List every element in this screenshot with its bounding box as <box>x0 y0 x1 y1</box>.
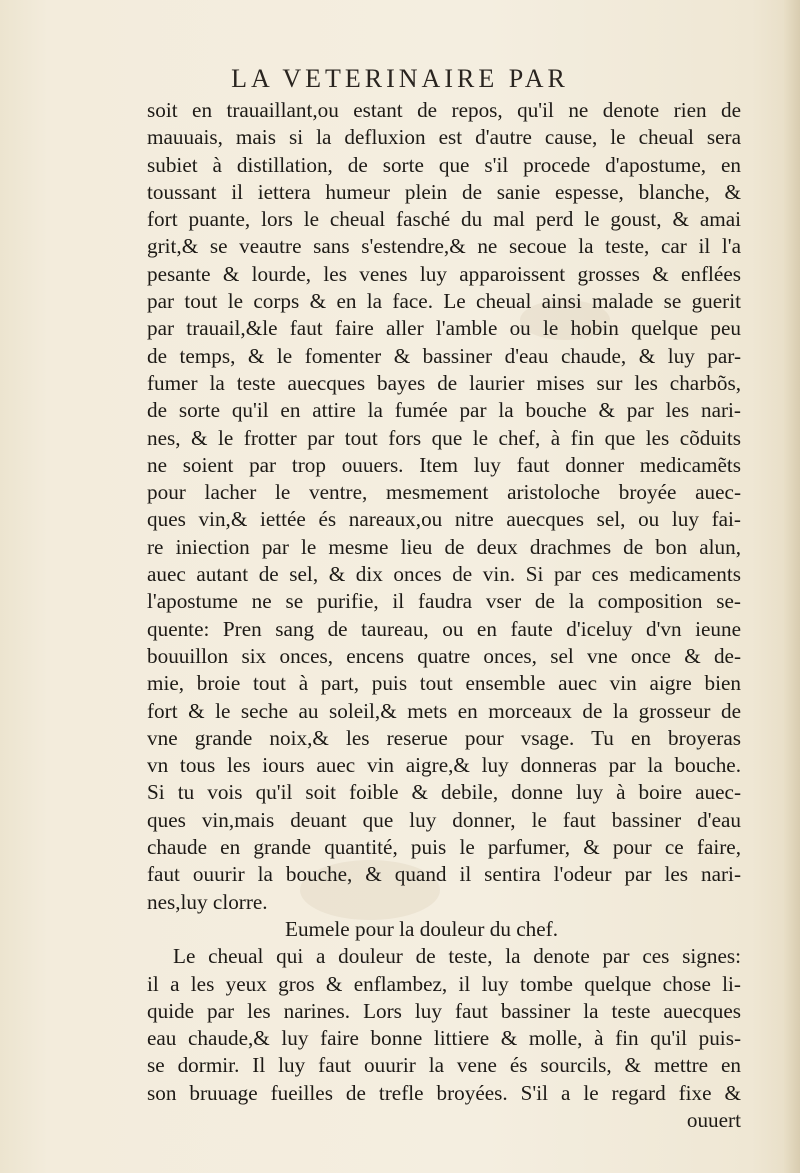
text-line: mie, broie tout à part, puis tout ensemble auec vin aigre bien <box>147 671 741 696</box>
text-line: par tout le corps & en la face. Le cheual ainsi malade se guerit <box>147 289 741 314</box>
text-line: nes,luy clorre. <box>147 889 268 914</box>
text-line: auec autant de sel, & dix onces de vin. Si par ces medicaments <box>147 562 741 587</box>
text-line: faut ouurir la bouche, & quand il sentira l'odeur par les nari- <box>147 862 741 887</box>
text-line: re iniection par le mesme lieu de deux drachmes de bon alun, <box>147 534 741 559</box>
text-line: ne soient par trop ouuers. Item luy faut donner medicamẽts <box>147 452 741 477</box>
text-line: fort & le seche au soleil,& mets en morceaux de la grosseur de <box>147 698 741 723</box>
text-line: mauuais, mais si la defluxion est d'autre cause, le cheual sera <box>147 125 741 150</box>
text-block <box>147 97 741 1134</box>
text-line: de temps, & le fomenter & bassiner d'eau chaude, & luy par- <box>147 343 741 368</box>
catchword: ouuert <box>686 1107 741 1132</box>
text-line: quente: Pren sang de taureau, ou en faute d'iceluy d'vn ieune <box>147 616 741 641</box>
section-heading: Eumele pour la douleur du chef. <box>285 916 558 941</box>
text-line: Le cheual qui a douleur de teste, la denote par ces signes: <box>173 944 741 969</box>
text-line: pesante & lourde, les venes luy apparoissent grosses & enflées <box>147 261 741 286</box>
text-line: Si tu vois qu'il soit foible & debile, donne luy à boire auec- <box>147 780 741 805</box>
text-line: bouuillon six onces, encens quatre onces, sel vne once & de- <box>147 643 741 668</box>
text-line: fort puante, lors le cheual fasché du mal perd le goust, & amai <box>147 207 741 232</box>
text-line: eau chaude,& luy faire bonne littiere & molle, à fin qu'il puis- <box>147 1026 741 1051</box>
text-line: quide par les narines. Lors luy faut bassiner la teste auecques <box>147 998 741 1023</box>
text-line: fumer la teste auecques bayes de laurier mises sur les charbõs, <box>147 370 741 395</box>
text-line: ques vin,& iettée és nareaux,ou nitre auecques sel, ou luy fai- <box>147 507 741 532</box>
running-head: LA VETERINAIRE PAR <box>231 64 569 93</box>
text-line: son bruuage fueilles de trefle broyées. S'il a le regard fixe & <box>147 1080 741 1105</box>
text-line: vn tous les iours auec vin aigre,& luy donneras par la bouche. <box>147 753 741 778</box>
text-line: chaude en grande quantité, puis le parfumer, & pour ce faire, <box>147 835 741 860</box>
text-line: grit,& se veautre sans s'estendre,& ne secoue la teste, car il l'a <box>147 234 741 259</box>
text-line: nes, & le frotter par tout fors que le chef, à fin que les cõduits <box>147 425 741 450</box>
text-line: vne grande noix,& les reserue pour vsage. Tu en broyeras <box>147 725 741 750</box>
text-line: l'apostume ne se purifie, il faudra vser de la composition se- <box>147 589 741 614</box>
text-line: ques vin,mais deuant que luy donner, le faut bassiner d'eau <box>147 807 741 832</box>
text-line: il a les yeux gros & enflambez, il luy tombe quelque chose li- <box>147 971 741 996</box>
text-line: soit en trauaillant,ou estant de repos, qu'il ne denote rien de <box>147 98 741 122</box>
text-line: subiet à distillation, de sorte que s'il procede d'apostume, en <box>147 152 741 177</box>
text-line: pour lacher le ventre, mesmement aristoloche broyée auec- <box>147 480 741 505</box>
text-line: toussant il iettera humeur plein de sanie espesse, blanche, & <box>147 179 741 204</box>
text-line: par trauail,&le faut faire aller l'amble ou le hobin quelque peu <box>147 316 741 341</box>
text-line: se dormir. Il luy faut ouurir la vene és sourcils, & mettre en <box>147 1053 741 1078</box>
text-line: de sorte qu'il en attire la fumée par la bouche & par les nari- <box>147 398 741 423</box>
page-edge <box>784 0 800 1173</box>
